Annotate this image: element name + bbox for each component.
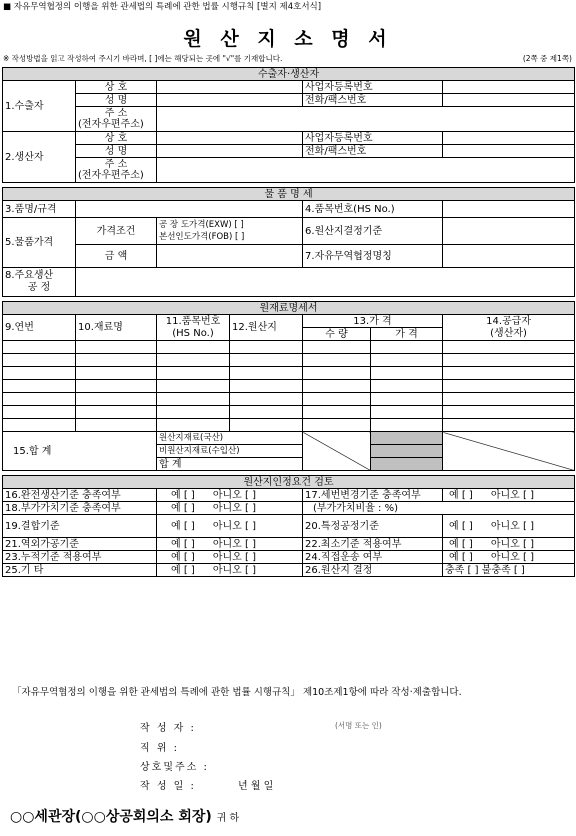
producer-label: 2.생산자 bbox=[3, 132, 76, 183]
exporter-name-field[interactable] bbox=[157, 94, 303, 107]
c16-label: 16.완전생산기준 충족여부 bbox=[3, 489, 157, 502]
hs-label: 4.품목번호(HS No.) bbox=[303, 201, 443, 218]
col-material-name: 10.재료명 bbox=[76, 315, 157, 341]
material-row[interactable] bbox=[3, 354, 575, 367]
fta-name-label: 7.자유무역협정명칭 bbox=[303, 245, 443, 268]
writer-line: 작 성 자 : bbox=[140, 723, 196, 734]
amount-field[interactable] bbox=[157, 245, 303, 268]
section-exporter: 수출자·생산자 bbox=[3, 68, 575, 81]
plant-label: 8.주요생산 공 정 bbox=[3, 268, 76, 297]
col-price: 13.가 격 bbox=[303, 315, 443, 328]
c20-options[interactable]: 예 [ ] 아니오 [ ] bbox=[443, 515, 575, 538]
origin-form-table bbox=[2, 67, 575, 577]
exporter-label: 1.수출자 bbox=[3, 81, 76, 132]
section-goods: 물 품 명 세 bbox=[3, 188, 575, 201]
c24-options[interactable]: 예 [ ] 아니오 [ ] bbox=[443, 551, 575, 564]
material-row[interactable] bbox=[3, 341, 575, 354]
price-cond-label: 가격조건 bbox=[76, 218, 157, 245]
exporter-biz-no-label: 사업자등록번호 bbox=[303, 81, 443, 94]
exporter-phone-label: 전화/팩스번호 bbox=[303, 94, 443, 107]
producer-trade-name-label: 상 호 bbox=[76, 132, 157, 145]
producer-address-field[interactable] bbox=[157, 158, 575, 183]
c16-options[interactable]: 예 [ ] 아니오 [ ] bbox=[157, 489, 303, 502]
total-qty-diagonal bbox=[303, 432, 371, 471]
material-row[interactable] bbox=[3, 380, 575, 393]
c20-label: 20.특정공정기준 bbox=[303, 515, 443, 538]
non-orig-mat-label: 비원산지재료(수입산) bbox=[157, 445, 303, 458]
col-hs: 11.품목번호 (HS No.) bbox=[157, 315, 230, 341]
date-line: 작 성 일 : 년 월 일 bbox=[140, 781, 274, 792]
col-supplier: 14.공급자 (생산자) bbox=[443, 315, 575, 341]
instruction-note: ※ 작성방법을 읽고 작성하여 주시기 바라며, [ ]에는 해당되는 곳에 "√"를 기재합니다. bbox=[3, 54, 283, 63]
c22-label: 22.최소기준 적용여부 bbox=[303, 538, 443, 551]
col-seq: 9.연번 bbox=[3, 315, 76, 341]
col-value: 가 격 bbox=[371, 328, 443, 341]
c23-options[interactable]: 예 [ ] 아니오 [ ] bbox=[157, 551, 303, 564]
form-header: ■ 자유무역협정의 이행을 위한 관세법의 특례에 관한 법률 시행규칙 [별지 제4호서식] bbox=[3, 2, 322, 12]
exporter-biz-no-field[interactable] bbox=[443, 81, 575, 94]
material-row[interactable] bbox=[3, 367, 575, 380]
c18-ratio[interactable]: (부가가치비율 : %) bbox=[303, 502, 575, 515]
c18-options[interactable]: 예 [ ] 아니오 [ ] bbox=[157, 502, 303, 515]
c17-options[interactable]: 예 [ ] 아니오 [ ] bbox=[443, 489, 575, 502]
exporter-trade-name-field[interactable] bbox=[157, 81, 303, 94]
c24-label: 24.직접운송 여부 bbox=[303, 551, 443, 564]
orig-mat-value[interactable] bbox=[371, 432, 443, 445]
material-row[interactable] bbox=[3, 393, 575, 406]
origin-basis-label: 6.원산지결정기준 bbox=[303, 218, 443, 245]
producer-name-label: 성 명 bbox=[76, 145, 157, 158]
item-label: 3.품명/규격 bbox=[3, 201, 76, 218]
fta-name-field[interactable] bbox=[443, 245, 575, 268]
page-info: (2쪽 중 제1쪽) bbox=[522, 54, 572, 63]
position-line: 직 위 : bbox=[140, 743, 180, 754]
company-line: 상호및주소 : bbox=[140, 762, 209, 773]
c19-options[interactable]: 예 [ ] 아니오 [ ] bbox=[157, 515, 303, 538]
sign-note: (서명 또는 인) bbox=[335, 721, 382, 730]
c19-label: 19.결합기준 bbox=[3, 515, 157, 538]
exporter-address-field[interactable] bbox=[157, 107, 575, 132]
producer-address-label: 주 소 (전자우편주소) bbox=[76, 158, 157, 183]
sum-value[interactable] bbox=[371, 458, 443, 471]
c25-label: 25.기 타 bbox=[3, 564, 157, 577]
submission-statement: 「자유무역협정의 이행을 위한 관세법의 특례에 관한 법률 시행규칙」 제10조제1항에 따라 작성·제출합니다. bbox=[12, 687, 462, 698]
material-row[interactable] bbox=[3, 419, 575, 432]
plant-field[interactable] bbox=[76, 268, 575, 297]
orig-mat-label: 원산지재료(국산) bbox=[157, 432, 303, 445]
section-origin-check: 원산지인정요건 검토 bbox=[3, 476, 575, 489]
c26-options[interactable]: 충족 [ ] 불충족 [ ] bbox=[443, 564, 575, 577]
producer-biz-no-field[interactable] bbox=[443, 132, 575, 145]
c21-label: 21.역외가공기준 bbox=[3, 538, 157, 551]
exporter-name-label: 성 명 bbox=[76, 94, 157, 107]
exporter-trade-name-label: 상 호 bbox=[76, 81, 157, 94]
col-origin: 12.원산지 bbox=[230, 315, 303, 341]
origin-basis-field[interactable] bbox=[443, 218, 575, 245]
col-qty: 수 량 bbox=[303, 328, 371, 341]
total-label: 15.합 계 bbox=[3, 432, 157, 471]
producer-phone-label: 전화/팩스번호 bbox=[303, 145, 443, 158]
c22-options[interactable]: 예 [ ] 아니오 [ ] bbox=[443, 538, 575, 551]
c17-label: 17.세번변경기준 충족여부 bbox=[303, 489, 443, 502]
exporter-address-label: 주 소 (전자우편주소) bbox=[76, 107, 157, 132]
item-field[interactable] bbox=[76, 201, 303, 218]
form-title: 원 산 지 소 명 서 bbox=[183, 28, 393, 50]
section-materials: 원재료명세서 bbox=[3, 302, 575, 315]
exporter-phone-field[interactable] bbox=[443, 94, 575, 107]
c21-options[interactable]: 예 [ ] 아니오 [ ] bbox=[157, 538, 303, 551]
price-cond-options[interactable]: 공 장 도가격(EXW) [ ] 본선인도가격(FOB) [ ] bbox=[157, 218, 303, 245]
producer-phone-field[interactable] bbox=[443, 145, 575, 158]
producer-name-field[interactable] bbox=[157, 145, 303, 158]
price-label: 5.물품가격 bbox=[3, 218, 76, 268]
c18-label: 18.부가가치기준 충족여부 bbox=[3, 502, 157, 515]
producer-biz-no-label: 사업자등록번호 bbox=[303, 132, 443, 145]
total-supplier-diagonal bbox=[443, 432, 575, 471]
c26-label: 26.원산지 결정 bbox=[303, 564, 443, 577]
material-row[interactable] bbox=[3, 406, 575, 419]
hs-field[interactable] bbox=[443, 201, 575, 218]
producer-trade-name-field[interactable] bbox=[157, 132, 303, 145]
non-orig-mat-value[interactable] bbox=[371, 445, 443, 458]
amount-label: 금 액 bbox=[76, 245, 157, 268]
c23-label: 23.누적기준 적용여부 bbox=[3, 551, 157, 564]
addressee: ○○세관장(○○상공회의소 회장) 귀 하 bbox=[10, 809, 240, 825]
sum-label: 합 계 bbox=[157, 458, 303, 471]
c25-options[interactable]: 예 [ ] 아니오 [ ] bbox=[157, 564, 303, 577]
